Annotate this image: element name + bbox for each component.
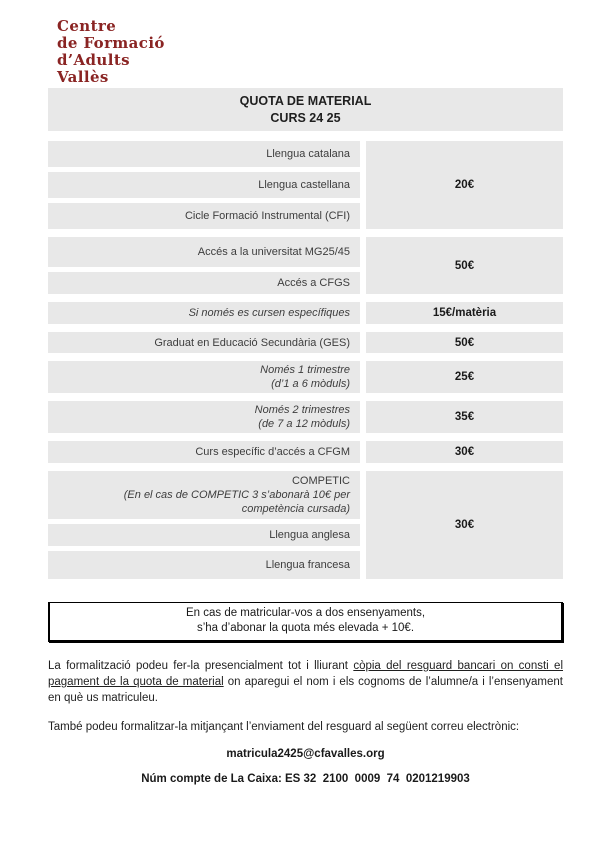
course-label: Curs específic d’accés a CFGM bbox=[195, 446, 350, 458]
price-cell: 25€ bbox=[366, 361, 563, 393]
course-row bbox=[48, 401, 360, 433]
course-label: Només 1 trimestre bbox=[260, 364, 350, 376]
paragraph-text: La formalització podeu fer-la presencialment tot i lliurant bbox=[48, 660, 354, 672]
course-note: (En el cas de COMPETIC 3 s’abonarà 10€ per bbox=[123, 489, 350, 501]
course-row bbox=[48, 237, 360, 267]
course-row bbox=[48, 172, 360, 198]
logo-line: de Formació bbox=[57, 34, 165, 52]
fee-group bbox=[48, 471, 563, 579]
email-instruction-paragraph: També podeu formalitzar-la mitjançant l’enviament del resguard al següent correu electrònic: bbox=[48, 721, 520, 733]
course-row bbox=[48, 302, 360, 324]
notice-line-2: s’ha d’abonar la quota més elevada + 10€. bbox=[196, 622, 415, 634]
price-cell: 30€ bbox=[366, 441, 563, 463]
logo-line: Vallès bbox=[57, 68, 109, 86]
course-row bbox=[48, 272, 360, 294]
course-row bbox=[48, 332, 360, 353]
document-title bbox=[48, 88, 563, 131]
course-label: Accés a CFGS bbox=[277, 277, 350, 289]
fee-group bbox=[48, 441, 563, 463]
contact-email: matricula2425@cfavalles.org bbox=[226, 748, 385, 760]
course-row bbox=[48, 441, 360, 463]
price-cell: 50€ bbox=[366, 332, 563, 353]
course-label: Llengua francesa bbox=[265, 559, 350, 571]
price-cell: 35€ bbox=[366, 401, 563, 433]
course-label: Llengua anglesa bbox=[269, 529, 350, 541]
course-row bbox=[48, 203, 360, 229]
price-cell: 50€ bbox=[366, 237, 563, 294]
price-cell: 30€ bbox=[366, 471, 563, 579]
title-line-1: QUOTA DE MATERIAL bbox=[239, 94, 372, 108]
school-logo bbox=[57, 18, 165, 86]
course-row bbox=[48, 551, 360, 579]
fee-group bbox=[48, 302, 563, 324]
paragraph-text: on aparegui el nom i els cognoms de l’alumne/a i l’ensenyament en què us matriculeu. bbox=[48, 676, 563, 704]
title-line-2: CURS 24 25 bbox=[270, 111, 341, 125]
course-note: competència cursada) bbox=[241, 503, 350, 515]
course-row bbox=[48, 524, 360, 546]
course-label: Si només es cursen específiques bbox=[188, 307, 350, 319]
fee-group bbox=[48, 237, 563, 294]
logo-line: d’Adults bbox=[57, 51, 131, 69]
notice-line-1: En cas de matricular-vos a dos ensenyaments, bbox=[185, 607, 426, 619]
course-row bbox=[48, 141, 360, 167]
price-cell: 20€ bbox=[366, 141, 563, 229]
enrollment-notice-box bbox=[48, 602, 563, 642]
bank-account-number: Núm compte de La Caixa: ES 32 2100 0009 74 0201219903 bbox=[141, 773, 470, 785]
underlined-text: còpia del resguard bancari on consti el pagament de la quota de material bbox=[48, 660, 564, 688]
course-label: Accés a la universitat MG25/45 bbox=[197, 246, 350, 258]
course-label: Llengua castellana bbox=[258, 179, 350, 191]
fee-group bbox=[48, 332, 563, 353]
course-label: (de 7 a 12 mòduls) bbox=[258, 418, 350, 430]
formalization-paragraph bbox=[48, 658, 563, 706]
fee-group bbox=[48, 141, 563, 229]
course-row bbox=[48, 361, 360, 393]
logo-line: Centre bbox=[57, 17, 117, 35]
course-label: Llengua catalana bbox=[266, 148, 350, 160]
course-label: Cicle Formació Instrumental (CFI) bbox=[184, 210, 350, 222]
fee-group bbox=[48, 361, 563, 393]
price-cell: 15€/matèria bbox=[366, 302, 563, 324]
fee-group bbox=[48, 401, 563, 433]
document-content bbox=[48, 88, 563, 785]
course-label: Graduat en Educació Secundària (GES) bbox=[154, 336, 350, 349]
course-label: Només 2 trimestres bbox=[254, 404, 350, 416]
course-label: (d’1 a 6 mòduls) bbox=[271, 378, 350, 390]
fees-table bbox=[48, 141, 563, 579]
course-row bbox=[48, 471, 360, 519]
course-label: COMPETIC bbox=[291, 475, 350, 487]
